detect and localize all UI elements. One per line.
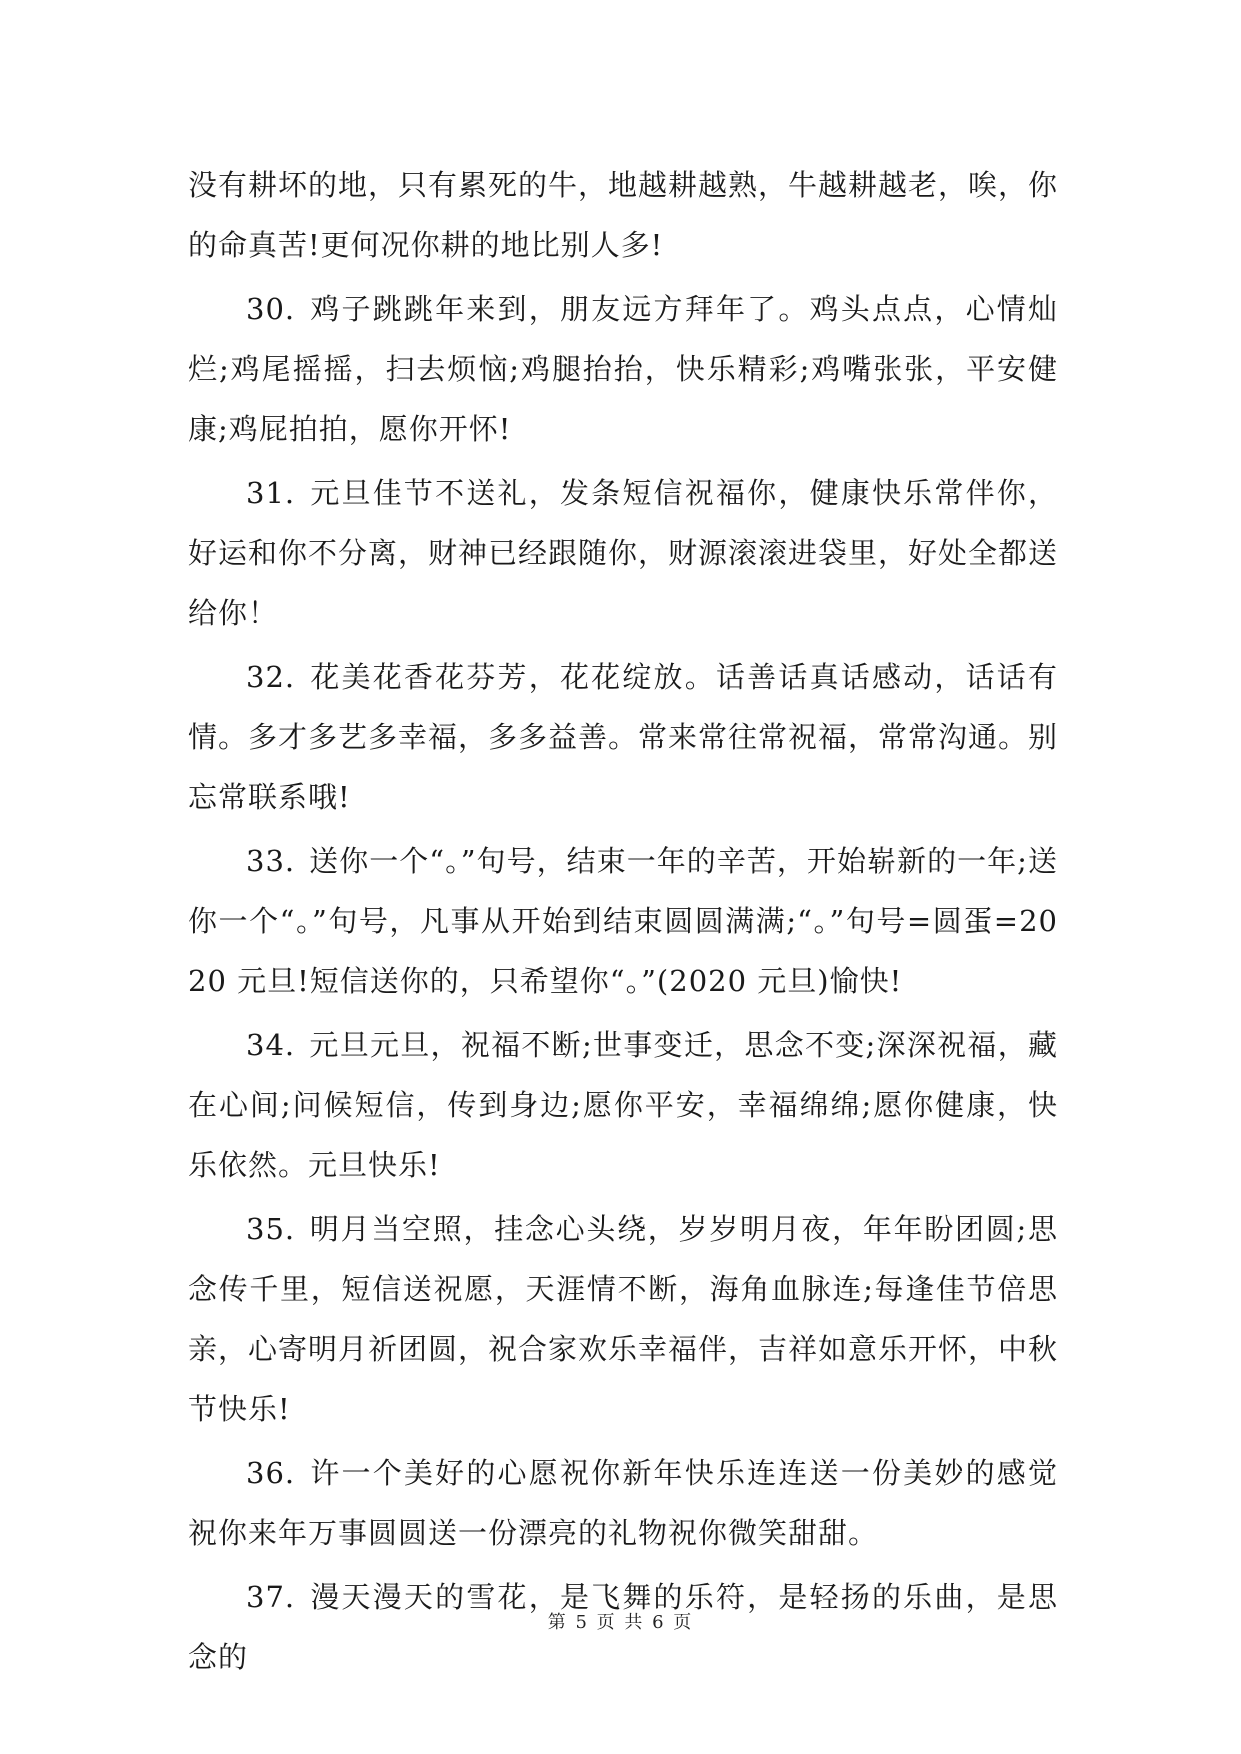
paragraph-number: 31. [246,476,296,510]
paragraph-30 [188,279,1058,459]
paragraph-number: 33. [246,844,296,878]
page-number-label: 第 5 页 共 6 页 [547,1612,694,1633]
paragraph-34 [188,1015,1058,1195]
paragraph-text: 漫天漫天的雪花，是飞舞的乐符，是轻扬的乐曲，是思念的 [188,1580,1058,1674]
document-body [188,155,1058,1691]
paragraph-text: 元旦元旦，祝福不断;世事变迁，思念不变;深深祝福，藏在心间;问候短信，传到身边;愿你平安，幸福绵绵;愿你健康，快乐依然。元旦快乐! [188,1028,1058,1182]
paragraph-text: 许一个美好的心愿祝你新年快乐连连送一份美妙的感觉祝你来年万事圆圆送一份漂亮的礼物祝你微笑甜甜。 [188,1456,1058,1550]
paragraph-32 [188,647,1058,827]
paragraph-number: 32. [246,660,296,694]
paragraph-number: 35. [246,1212,296,1246]
paragraph-text: 花美花香花芬芳，花花绽放。话善话真话感动，话话有情。多才多艺多幸福，多多益善。常来常往常祝福，常常沟通。别忘常联系哦! [188,660,1059,814]
paragraph-number: 30. [246,292,296,326]
paragraph-text: 没有耕坏的地，只有累死的牛，地越耕越熟，牛越耕越老，唉，你的命真苦!更何况你耕的地比别人多! [188,168,1059,262]
paragraph-text: 元旦佳节不送礼，发条短信祝福你，健康快乐常伴你，好运和你不分离，财神已经跟随你，财源滚滚进袋里，好处全都送给你！ [188,476,1059,630]
paragraph-35 [188,1199,1058,1439]
paragraph-number: 34. [246,1028,296,1062]
page-footer [0,1608,1241,1634]
paragraph-continued [188,155,1058,275]
paragraph-text: 送你一个“。”句号，结束一年的辛苦，开始崭新的一年;送你一个“。”句号，凡事从开始到结束圆圆满满;“。”句号=圆蛋=2020 元旦!短信送你的，只希望你“。”(2020 元旦)愉快! [188,844,1058,998]
paragraph-36 [188,1443,1058,1563]
paragraph-text: 明月当空照，挂念心头绕，岁岁明月夜，年年盼团圆;思念传千里，短信送祝愿，天涯情不断，海角血脉连;每逢佳节倍思亲，心寄明月祈团圆，祝合家欢乐幸福伴，吉祥如意乐开怀，中秋节快乐! [188,1212,1059,1426]
paragraph-number: 37. [246,1580,296,1614]
paragraph-31 [188,463,1058,643]
paragraph-33 [188,831,1058,1011]
paragraph-text: 鸡子跳跳年来到，朋友远方拜年了。鸡头点点，心情灿烂;鸡尾摇摇，扫去烦恼;鸡腿抬抬，快乐精彩;鸡嘴张张，平安健康;鸡屁拍拍，愿你开怀! [188,292,1058,446]
paragraph-number: 36. [246,1456,296,1490]
